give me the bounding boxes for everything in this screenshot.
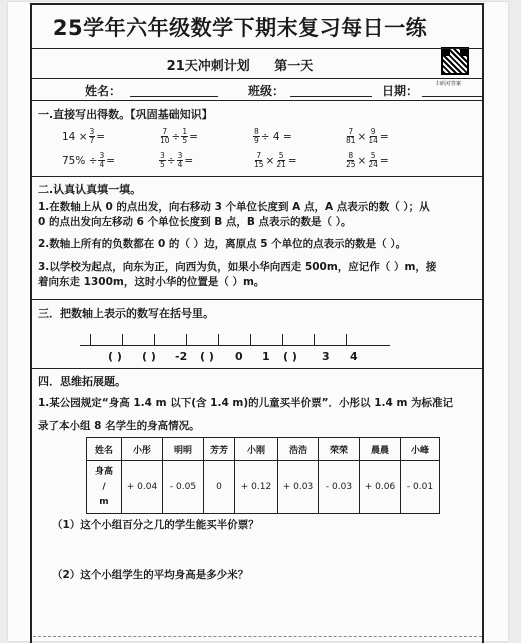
day-label: 第一天 <box>274 59 314 74</box>
number-line-label: ( ) <box>283 350 297 363</box>
question-2-1: 1.在数轴上从 0 的点出发，向右移动 3 个单位长度到 A 点，A 点表示的数（ ）；从 0 的点出发向左移动 6 个单位长度到 B 点，B 点表示的数是（ ）。 <box>38 201 430 228</box>
number-line-label: 4 <box>350 350 358 363</box>
calc-item: 75% ÷ $\frac{3}{4}$ = <box>62 151 116 169</box>
worksheet-subtitle <box>130 55 350 74</box>
number-line-tick <box>90 334 91 345</box>
question-4-1: 1.某公园规定“身高 1.4 m 以下(含 1.4 m)的儿童买半价票”．小彤以 1.4 m 为标准记 录了本小组 8 名学生的身高情况。 <box>38 397 454 432</box>
sub-question-1: （1）这个小组百分之几的学生能买半价票？ <box>52 519 259 531</box>
student-info-row <box>30 82 484 100</box>
number-line-axis <box>80 345 390 346</box>
table-cell: 0 <box>204 461 235 514</box>
class-label: 班级： <box>248 84 285 98</box>
divider <box>31 78 483 79</box>
table-cell: + 0.12 <box>235 461 278 514</box>
table-header-cell: 晨晨 <box>360 438 401 461</box>
calc-item: 14 × $\frac{3}{7}$ = <box>62 127 106 145</box>
worksheet-title: 25学年六年级数学下期末复习每日一练 <box>52 16 428 40</box>
table-header-cell: 明明 <box>163 438 204 461</box>
question-2-2: 2.数轴上所有的负数都在 0 的（ ）边，离原点 5 个单位的点表示的数是（ ）。 <box>38 238 407 250</box>
table-header-cell: 姓名 <box>87 438 122 461</box>
page-bottom-edge <box>33 636 482 637</box>
table-cell: - 0.05 <box>163 461 204 514</box>
number-line-label: -2 <box>175 350 188 363</box>
calc-item: $\frac{7}{10}$ ÷ $\frac{1}{5}$ = <box>160 127 198 145</box>
table-cell: + 0.06 <box>360 461 401 514</box>
divider <box>31 100 483 101</box>
number-line-tick <box>250 334 251 345</box>
number-line-label: ( ) <box>200 350 214 363</box>
section-2-title: 二.认真认真填一填。 <box>38 183 142 196</box>
number-line-label: 1 <box>262 350 270 363</box>
number-line-tick <box>122 334 123 345</box>
date-field[interactable] <box>422 96 482 97</box>
table-header-cell: 荣荣 <box>319 438 360 461</box>
table-row <box>87 461 440 514</box>
table-cell: - 0.03 <box>319 461 360 514</box>
table-cell: - 0.01 <box>401 461 440 514</box>
table-cell: + 0.04 <box>122 461 163 514</box>
calc-item: $\frac{8}{9}$ ÷ 4 = <box>254 127 292 145</box>
number-line-tick <box>314 334 315 345</box>
divider <box>31 176 483 177</box>
class-field[interactable] <box>290 96 372 97</box>
plan-label: 21天冲刺计划 <box>166 59 250 74</box>
calc-item: $\frac{8}{25}$ × $\frac{5}{24}$ = <box>346 151 389 169</box>
date-label: 日期： <box>382 84 419 98</box>
table-header-cell: 浩浩 <box>278 438 319 461</box>
divider <box>31 368 483 369</box>
table-cell: + 0.03 <box>278 461 319 514</box>
section-3-title: 三．把数轴上表示的数写在括号里。 <box>38 307 214 320</box>
qr-caption: 扫码对答案 <box>436 81 462 87</box>
question-2-3: 3.以学校为起点，向东为正，向西为负，如果小华向西走 500m，应记作（ ）m，接 着向东走 1300m，这时小华的位置是（ ）m。 <box>38 261 437 288</box>
calc-item: $\frac{7}{81}$ × $\frac{9}{14}$ = <box>346 127 389 145</box>
number-line-tick <box>346 334 347 345</box>
number-line-label: 0 <box>235 350 243 363</box>
number-line-label: ( ) <box>108 350 122 363</box>
table-header-cell: 小峰 <box>401 438 440 461</box>
qr-code-icon[interactable] <box>441 47 469 75</box>
sub-question-2: （2）这个小组学生的平均身高是多少米？ <box>52 569 249 581</box>
number-line-label: 3 <box>322 350 330 363</box>
number-line-tick <box>218 334 219 345</box>
number-line-tick <box>154 334 155 345</box>
name-label: 姓名： <box>85 84 122 98</box>
table-header-row <box>87 438 440 461</box>
section-1-title: 一.直接写出得数。【巩固基础知识】 <box>38 108 213 121</box>
number-line-label: ( ) <box>142 350 156 363</box>
number-line-tick <box>282 334 283 345</box>
height-table <box>86 437 440 514</box>
divider <box>31 299 483 300</box>
table-header-cell: 小刚 <box>235 438 278 461</box>
table-header-cell: 小彤 <box>122 438 163 461</box>
calc-item: $\frac{3}{5}$ ÷ $\frac{3}{4}$ = <box>160 151 194 169</box>
number-line-tick <box>186 334 187 345</box>
section-4-title: 四．思维拓展题。 <box>38 375 126 388</box>
row-label-cell: 身高 / m <box>87 461 122 514</box>
divider <box>31 48 483 49</box>
name-field[interactable] <box>130 96 218 97</box>
calc-item: $\frac{7}{15}$ × $\frac{5}{21}$ = <box>254 151 297 169</box>
table-header-cell: 芳芳 <box>204 438 235 461</box>
